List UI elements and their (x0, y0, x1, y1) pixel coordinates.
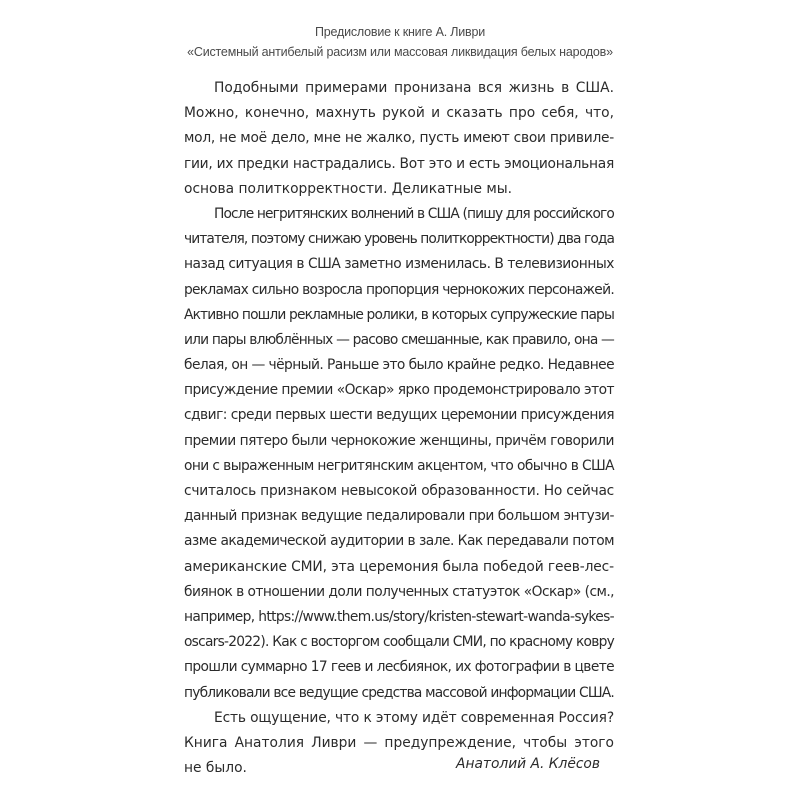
text-line: азме академической аудитории в зале. Как передавали потом (184, 533, 614, 550)
text-line: После негритянских волнений в США (пишу для российского (214, 205, 614, 222)
text-line: присуждение премии «Оскар» ярко продемонстрировало этот (184, 382, 615, 399)
text-line: например, https://www.them.us/story/kristen-stewart-wanda-sykes- (184, 608, 614, 625)
text-line: данный признак ведущие педалировали при большом энтузи- (184, 508, 614, 525)
text-line: Можно, конечно, махнуть рукой и сказать про себя, что, (184, 105, 614, 122)
text-line: сдвиг: среди первых шести ведущих церемонии присуждения (184, 407, 615, 424)
text-line: белая, он — чёрный. Раньше это было крайне редко. Недавнее (184, 357, 614, 374)
text-line: прошли суммарно 17 геев и лесбиянок, их фотографии в цвете (184, 659, 614, 676)
author-signature: Анатолий А. Клёсов (456, 756, 600, 772)
text-line: американские СМИ, эта церемония была победой геев-лес- (184, 558, 615, 575)
running-header (0, 22, 800, 62)
body-text (184, 76, 614, 781)
text-line: премии пятеро были чернокожие женщины, причём говорили (184, 432, 614, 449)
text-line: Активно пошли рекламные ролики, в которых супружеские пары (184, 306, 614, 323)
text-line: читателя, поэтому снижаю уровень политкорректности) два года (184, 231, 615, 248)
text-line: или пары влюблённых — расово смешанные, как правило, она — (184, 331, 614, 348)
text-line: назад ситуация в США заметно изменилась. В телевизионных (184, 256, 614, 273)
text-line: публиковали все ведущие средства массовой информации США. (184, 684, 615, 701)
header-line-2: «Системный антибелый расизм или массовая ликвидация белых народов» (187, 45, 613, 59)
text-line: гии, их предки настрадались. Вот это и есть эмоциональная (184, 155, 614, 172)
text-line: мол, не моё дело, мне не жалко, пусть имеют свои привиле- (184, 130, 615, 147)
text-line: Подобными примерами пронизана вся жизнь в США. (214, 80, 614, 96)
text-line: они с выраженным негритянским акцентом, что обычно в США (184, 457, 615, 474)
text-line: основа политкорректности. Деликатные мы. (184, 180, 513, 197)
header-line-1: Предисловие к книге А. Ливри (314, 25, 486, 39)
text-line: Есть ощущение, что к этому идёт современная Россия? (214, 709, 615, 726)
text-line: биянок в отношении доли полученных статуэток «Оскар» (см., (184, 583, 614, 600)
text-line: не было. (184, 760, 247, 777)
text-line: рекламах сильно возросла пропорция чернокожих персонажей. (184, 281, 614, 298)
text-line: oscars-2022). Как с восторгом сообщали СМИ, по красному ковру (184, 634, 614, 651)
text-line: Книга Анатолия Ливри — предупреждение, чтобы этого (184, 734, 614, 751)
text-line: считалось признаком невысокой образованности. Но сейчас (184, 483, 615, 499)
